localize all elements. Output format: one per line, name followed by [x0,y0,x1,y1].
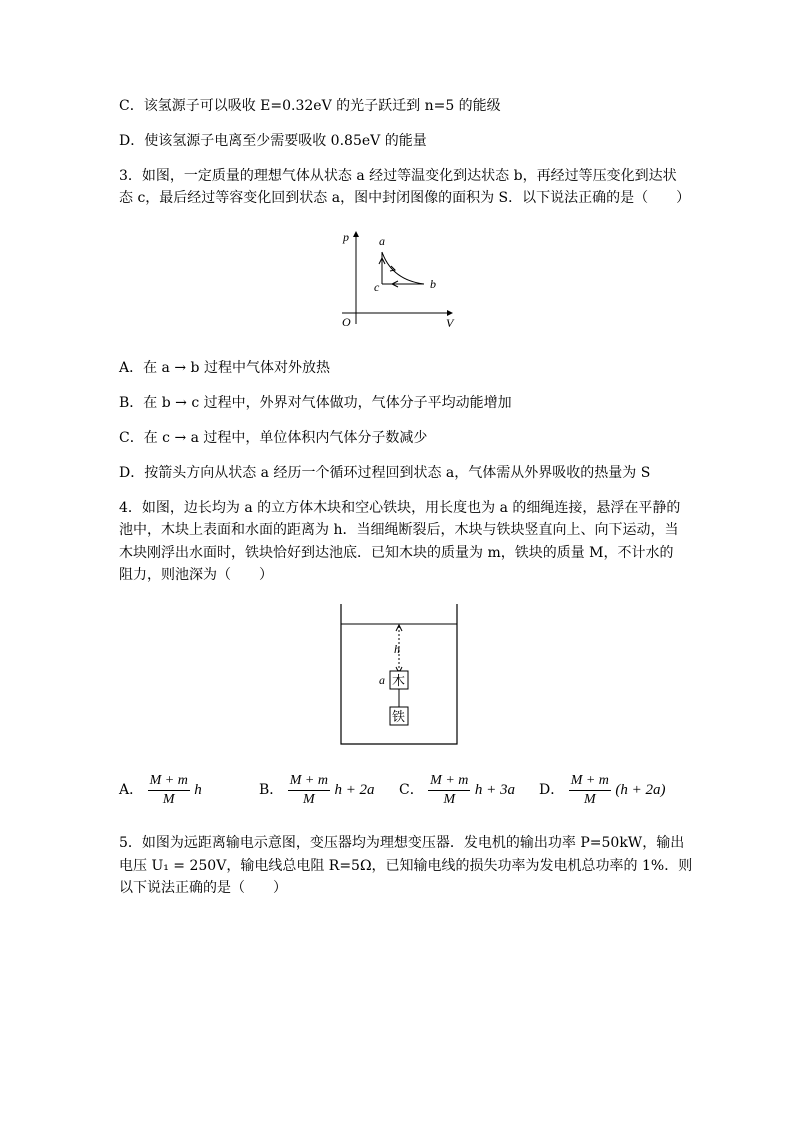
q3-stem-line-1: 3．如图，一定质量的理想气体从状态 a 经过等温变化到达状态 b，再经过等压变化到达状 [119,168,677,184]
pv-arrow-ab [390,266,395,271]
q4-a-numerator: M + m [148,772,190,791]
pv-point-a-label: a [379,234,385,248]
q4-b-denominator: M [303,791,315,807]
pv-isotherm-curve [382,252,424,284]
q4-b-numerator: M + m [288,772,330,791]
q4-option-b: B． $\frac{M + m}{M}$ h + 2a [259,772,375,807]
q4-option-c: C． $\frac{M + m}{M}$ h + 3a [399,772,515,807]
q5-stem-line-3: 以下说法正确的是（ ） [119,880,287,896]
pv-y-label: p [343,230,349,244]
q3-stem-line-2: 态 c，最后经过等容变化回到状态 a，图中封闭图像的面积为 S．以下说法正确的是（ ） [119,190,691,206]
side-label: a [379,673,385,687]
q4-c-tail: h + 3a [474,782,515,798]
q4-stem-line-4: 阻力，则池深为（ ） [119,567,273,583]
q2-option-d: D．使该氢源子电离至少需要吸收 0.85eV 的能量 [119,133,427,149]
q4-a-denominator: M [162,791,175,807]
wood-label: 木 [392,673,406,688]
q4-c-numerator: M + m [428,772,470,791]
q3-option-a: A．在 a → b 过程中气体对外放热 [119,360,330,376]
q5-stem-line-1: 5．如图为远距离输电示意图，变压器均为理想变压器．发电机的输出功率 P=50kW，输出 [119,835,685,851]
q4-stem-line-2: 池中，木块上表面和水面的距离为 h．当细绳断裂后，木块与铁块竖直向上、向下运动，当 [119,522,679,538]
q3-option-c: C．在 c → a 过程中，单位体积内气体分子数减少 [119,430,428,446]
q4-option-d: D． $\frac{M + m}{M}$ (h + 2a) [539,772,666,807]
q4-d-numerator: M + m [569,772,611,791]
q4-c-denominator: M [443,791,456,807]
pool-figure [336,604,462,748]
pv-point-b-label: b [430,277,436,291]
pv-x-label: V [446,316,454,330]
q4-d-denominator: M [583,791,596,807]
q4-option-a: A． $\frac{M + m}{M}$ h [119,772,202,807]
q2-option-c: C．该氢源子可以吸收 E=0.32eV 的光子跃迁到 n=5 的能级 [119,98,501,114]
q4-b-tail: h + 2a [334,782,375,798]
q4-d-tail: (h + 2a) [615,782,666,798]
pv-point-c-label: c [374,280,380,294]
q4-stem-line-1: 4．如图，边长均为 a 的立方体木块和空心铁块，用长度也为 a 的细绳连接，悬浮在平静的 [119,500,681,516]
q3-option-b: B．在 b → c 过程中，外界对气体做功，气体分子平均动能增加 [119,395,512,411]
q5-stem-line-2: 电压 U₁ = 250V，输电线总电阻 R=5Ω，已知输电线的损失功率为发电机总功率的 1%．则 [119,858,693,874]
height-label: h [394,642,400,656]
pv-graph [336,226,460,334]
pv-origin-label: O [342,315,351,329]
q4-stem-line-3: 木块刚浮出水面时，铁块恰好到达池底．已知木块的质量为 m，铁块的质量 M，不计水的 [119,545,674,561]
q4-a-tail: h [194,782,202,798]
iron-label: 铁 [392,709,406,724]
q3-option-d: D．按箭头方向从状态 a 经历一个循环过程回到状态 a，气体需从外界吸收的热量为 S [119,465,651,481]
